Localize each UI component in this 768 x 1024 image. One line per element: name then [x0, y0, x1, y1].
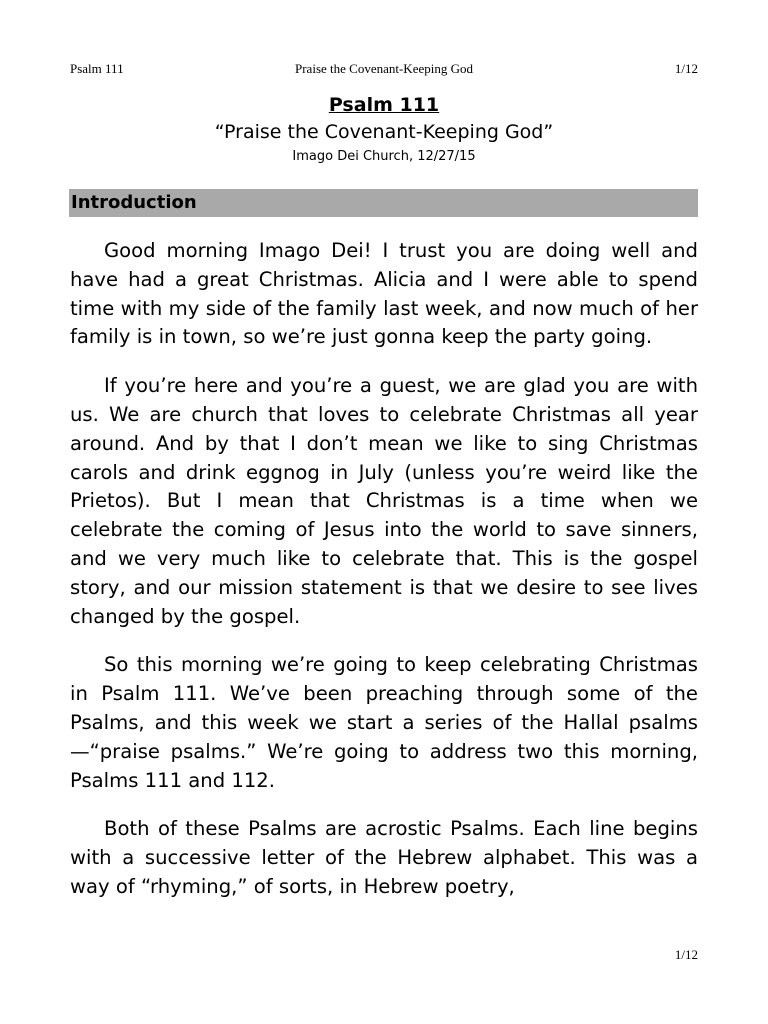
- paragraph: If you’re here and you’re a guest, we are glad you are with us. We are church that loves to celebrate Christmas all year around. And by that I don’t mean we like to sing Christmas carols and drink eggnog in July (unless you’re weird like the Prietos). But I mean that Christmas is a time when we celebrate the coming of Jesus into the world to save sinners, and we very much like to celebrate that. This is the gospel story, and our mission statement is that we desire to see lives changed by the gospel.: [70, 374, 698, 628]
- header-title: Praise the Covenant-Keeping God: [295, 61, 473, 76]
- document-meta: Imago Dei Church, 12/27/15: [292, 149, 476, 164]
- document-subtitle: “Praise the Covenant-Keeping God”: [214, 121, 554, 143]
- paragraph: So this morning we’re going to keep celebrating Christmas in Psalm 111. We’ve been preaching through some of the Psalms, and this week we start a series of the Hallal psalms—“praise psalms.” We’re going to address two this morning, Psalms 111 and 112.: [70, 653, 698, 792]
- section-heading-introduction: Introduction: [69, 189, 698, 217]
- paragraph: Both of these Psalms are acrostic Psalms. Each line begins with a successive letter of the Hebrew alphabet. This was a way of “rhyming,” of sorts, in Hebrew poetry,: [70, 817, 698, 898]
- paragraph: Good morning Imago Dei! I trust you are doing well and have had a great Christmas. Alicia and I were able to spend time with my side of the family last week, and now much of her family is in town, so we’re just gonna keep the party going.: [70, 239, 698, 349]
- body-text: [70, 237, 698, 902]
- running-header: [70, 61, 698, 77]
- title-block: [70, 92, 698, 166]
- document-title: Psalm 111: [328, 94, 440, 116]
- header-page-number: 1/12: [674, 61, 698, 76]
- header-psalm-reference: Psalm 111: [70, 61, 124, 76]
- footer-page-number: 1/12: [674, 947, 698, 962]
